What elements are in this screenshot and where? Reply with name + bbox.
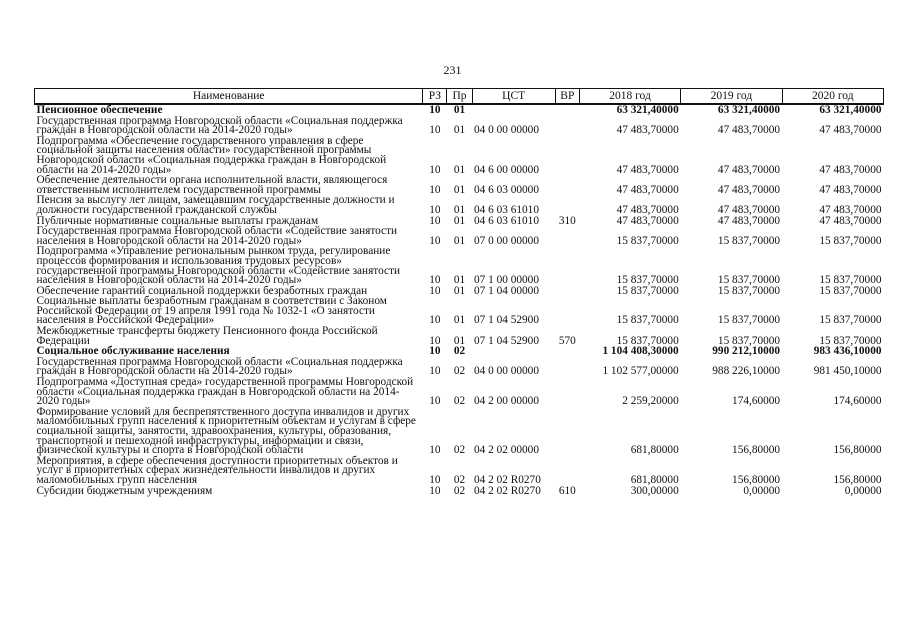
cell-2020: 156,80000: [833, 444, 882, 457]
table-row: [35, 195, 884, 215]
cell-2019: 990 212,10000: [712, 345, 781, 358]
header-2020: 2020 год: [782, 89, 883, 105]
cell-vr: [555, 286, 579, 297]
cell-name: Государственная программа Новгородской области «Содействие занятости населения в Новгородской области на 2014-2020 годы»: [36, 225, 398, 247]
table-row: [35, 246, 884, 285]
cell-name: Мероприятия, в сфере обеспечения доступности приоритетных объектов и услуг в приоритетных сферах жизнедеятельности инвалидов и других маломобильных групп населения: [36, 454, 398, 486]
cell-rz: 10: [429, 444, 441, 457]
cell-2018: 300,00000: [630, 484, 679, 497]
cell-2020: 15 837,70000: [819, 284, 882, 297]
cell-pr: 01: [453, 104, 466, 116]
cell-name: Государственная программа Новгородской области «Социальная поддержка граждан в Новгородской области на 2014-2020 годы»: [36, 114, 403, 137]
header-vr: ВР: [555, 89, 579, 105]
cell-2019: 47 483,70000: [717, 163, 781, 176]
page-number: 231: [443, 63, 462, 77]
cell-rz: 10: [429, 183, 441, 196]
cell-2018: 63 321,40000: [616, 104, 679, 116]
cell-2020: 15 837,70000: [819, 314, 882, 327]
cell-name: Публичные нормативные социальные выплаты гражданам: [36, 214, 319, 227]
cell-2020: 47 483,70000: [819, 203, 882, 216]
cell-rz: 10: [429, 163, 441, 176]
cell-2020: 156,80000: [833, 473, 882, 486]
cell-vr: 570: [558, 334, 576, 347]
cell-name: Пенсионное обеспечение: [36, 104, 163, 116]
cell-2018: 1 102 577,00000: [602, 365, 679, 378]
cell-cst: 07 1 04 00000: [474, 284, 539, 297]
cell-cst: 07 1 00 00000: [474, 274, 539, 287]
cell-2020: 47 483,70000: [819, 124, 882, 137]
cell-cst: 04 6 00 00000: [474, 163, 539, 176]
cell-cst: 04 2 02 R0270: [474, 473, 541, 486]
cell-2018: 15 837,70000: [616, 284, 679, 297]
cell-name: Социальное обслуживание населения: [36, 345, 230, 358]
cell-2019: 156,80000: [732, 473, 781, 486]
cell-2020: 0,00000: [844, 484, 882, 497]
table-row: [35, 377, 884, 407]
cell-2019: 0,00000: [743, 484, 781, 497]
cell-2020: 47 483,70000: [819, 183, 882, 196]
table-row: [35, 456, 884, 486]
cell-2018: 681,80000: [630, 444, 679, 457]
cell-rz: 10: [429, 395, 441, 408]
cell-rz: 10: [429, 473, 441, 486]
cell-vr: [555, 226, 579, 246]
cell-cst: 04 6 03 00000: [474, 183, 539, 196]
cell-2018: 47 483,70000: [616, 214, 679, 227]
cell-name: Пенсия за выслугу лет лицам, замещавшим государственные должности и должности государственной гражданской службы: [36, 194, 395, 216]
cell-2019: 988 226,10000: [712, 365, 781, 378]
cell-2020: 47 483,70000: [819, 214, 882, 227]
cell-name: Межбюджетные трансферты бюджету Пенсионного фонда Российской Федерации: [36, 325, 378, 347]
cell-2019: 15 837,70000: [717, 334, 781, 347]
cell-cst: 07 1 04 52900: [474, 334, 539, 347]
cell-pr: 01: [453, 183, 466, 196]
cell-pr: 01: [453, 163, 466, 176]
cell-cst: 04 0 00 00000: [474, 365, 539, 378]
table-row: [35, 296, 884, 326]
cell-vr: 310: [558, 214, 576, 227]
cell-2020: 15 837,70000: [819, 234, 882, 247]
cell-cst: 07 1 04 52900: [474, 314, 539, 327]
cell-pr: 01: [453, 314, 466, 327]
cell-cst: 04 2 02 R0270: [474, 484, 541, 497]
cell-vr: [555, 104, 579, 116]
cell-pr: 02: [453, 484, 466, 497]
cell-cst: 04 6 03 61010: [474, 214, 539, 227]
cell-cst: 04 2 00 00000: [474, 395, 539, 408]
cell-pr: 01: [453, 274, 466, 287]
cell-rz: 10: [429, 274, 441, 287]
cell-rz: 10: [429, 345, 441, 358]
cell-2018: 47 483,70000: [616, 163, 679, 176]
cell-pr: 02: [453, 365, 466, 378]
cell-pr: 01: [453, 203, 466, 216]
budget-table: [34, 88, 884, 496]
cell-2019: 47 483,70000: [717, 203, 781, 216]
cell-cst: 04 6 03 61010: [474, 203, 539, 216]
cell-2019: 63 321,40000: [717, 104, 781, 116]
table-row: [35, 116, 884, 136]
cell-pr: 01: [453, 334, 466, 347]
table-row: [35, 407, 884, 456]
cell-vr: [555, 175, 579, 195]
table-row: [35, 357, 884, 377]
cell-rz: 10: [429, 203, 441, 216]
table-row: [35, 175, 884, 195]
cell-pr: 02: [453, 345, 466, 358]
table-row: [35, 226, 884, 246]
cell-vr: [555, 407, 579, 456]
cell-cst: [472, 104, 555, 116]
cell-rz: 10: [429, 334, 441, 347]
cell-2018: 2 259,20000: [622, 395, 679, 408]
cell-vr: [555, 456, 579, 486]
cell-2020: 983 436,10000: [813, 345, 882, 358]
cell-pr: 01: [453, 124, 466, 137]
table-row: [35, 326, 884, 346]
cell-2018: 15 837,70000: [616, 314, 679, 327]
cell-rz: 10: [429, 124, 441, 137]
cell-2018: 47 483,70000: [616, 203, 679, 216]
cell-2020: 174,60000: [833, 395, 882, 408]
cell-cst: [472, 346, 555, 357]
cell-vr: 610: [558, 484, 576, 497]
cell-2019: 47 483,70000: [717, 124, 781, 137]
cell-2020: 15 837,70000: [819, 334, 882, 347]
cell-2018: 15 837,70000: [616, 334, 679, 347]
header-rz: РЗ: [423, 89, 447, 105]
cell-name: Подпрограмма «Обеспечение государственного управления в сфере социальной защиты населения области» государственной программы Новгородской области «Социальная поддержка граждан в Новгородской области на 2014-2020 годы»: [36, 134, 387, 176]
cell-2018: 15 837,70000: [616, 274, 679, 287]
cell-pr: 02: [453, 473, 466, 486]
cell-2019: 47 483,70000: [717, 183, 781, 196]
cell-pr: 02: [453, 395, 466, 408]
cell-rz: 10: [429, 104, 441, 116]
cell-rz: 10: [429, 365, 441, 378]
cell-rz: 10: [429, 284, 441, 297]
cell-name: Формирование условий для беспрепятственного доступа инвалидов и других маломобильных групп населения к приоритетным объектам и услугам в сфере социальной защиты, занятости, здравоохранения, культуры, образования, транспортной и пешеходной инфраструктуры, информации и связи, физической культуры и спорта в Новгородской области: [36, 405, 416, 457]
cell-pr: 01: [453, 234, 466, 247]
table-header-row: [35, 89, 884, 105]
cell-pr: 01: [453, 284, 466, 297]
cell-2019: 174,60000: [732, 395, 781, 408]
cell-cst: 04 2 02 00000: [474, 444, 539, 457]
header-name: Наименование: [35, 89, 423, 105]
cell-rz: 10: [429, 314, 441, 327]
cell-name: Государственная программа Новгородской области «Социальная поддержка граждан в Новгородской области на 2014-2020 годы»: [36, 355, 403, 378]
section-row: [35, 104, 884, 116]
cell-vr: [555, 296, 579, 326]
cell-name: Подпрограмма «Доступная среда» государственной программы Новгородской области «Социальная поддержка граждан в Новгородской области на 2014-2020 годы»: [36, 376, 414, 408]
header-2019: 2019 год: [681, 89, 782, 105]
cell-rz: 10: [429, 484, 441, 497]
cell-2018: 15 837,70000: [616, 234, 679, 247]
cell-2020: 47 483,70000: [819, 163, 882, 176]
cell-name: Подпрограмма «Управление региональным рынком труда, регулирование процессов формирования и использования трудовых ресурсов» государственной программы Новгородской области «Содействие занятости населения в Новгородской области на 2014-2020 годы»: [36, 245, 400, 287]
cell-vr: [555, 246, 579, 285]
cell-2019: 15 837,70000: [717, 284, 781, 297]
cell-name: Социальные выплаты безработным гражданам в соответствии с Законом Российской Федерации от 19 апреля 1991 года № 1032-1 «О занятости населения в Российской Федерации»: [36, 295, 387, 327]
cell-vr: [555, 377, 579, 407]
cell-2018: 1 104 408,30000: [602, 345, 679, 358]
header-pr: Пр: [447, 89, 472, 105]
cell-2018: 681,80000: [630, 473, 679, 486]
cell-2019: 156,80000: [732, 444, 781, 457]
cell-2019: 15 837,70000: [717, 274, 781, 287]
cell-2020: 981 450,10000: [813, 365, 882, 378]
cell-name: Обеспечение деятельности органа исполнительной власти, являющегося ответственным исполнителем государственной программы: [36, 174, 388, 196]
cell-2019: 15 837,70000: [717, 234, 781, 247]
header-cst: ЦСТ: [472, 89, 555, 105]
cell-rz: 10: [429, 214, 441, 227]
cell-vr: [555, 116, 579, 136]
cell-pr: 01: [453, 214, 466, 227]
cell-2018: 47 483,70000: [616, 183, 679, 196]
cell-2019: 47 483,70000: [717, 214, 781, 227]
cell-2020: 63 321,40000: [819, 104, 882, 116]
cell-vr: [555, 357, 579, 377]
table-row: [35, 136, 884, 175]
cell-vr: [555, 136, 579, 175]
cell-name: Обеспечение гарантий социальной поддержки безработных граждан: [36, 284, 368, 297]
cell-vr: [555, 195, 579, 215]
cell-pr: 02: [453, 444, 466, 457]
cell-2019: 15 837,70000: [717, 314, 781, 327]
cell-cst: 04 0 00 00000: [474, 124, 539, 137]
cell-vr: [555, 346, 579, 357]
cell-2020: 15 837,70000: [819, 274, 882, 287]
cell-2018: 47 483,70000: [616, 124, 679, 137]
table-row: [35, 486, 884, 497]
cell-cst: 07 0 00 00000: [474, 234, 539, 247]
header-2018: 2018 год: [579, 89, 680, 105]
cell-rz: 10: [429, 234, 441, 247]
cell-name: Субсидии бюджетным учреждениям: [36, 484, 213, 497]
